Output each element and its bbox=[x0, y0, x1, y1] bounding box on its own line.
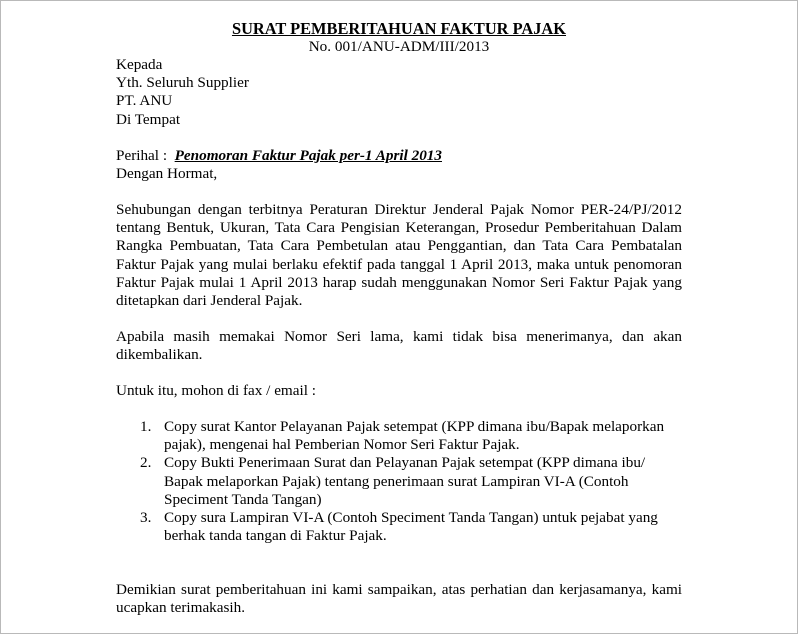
subject-line bbox=[116, 147, 442, 165]
letter-number: No. 001/ANU-ADM/III/2013 bbox=[308, 38, 490, 55]
subject-label: Perihal : bbox=[116, 147, 168, 164]
list-item bbox=[116, 509, 682, 545]
recipient-line: Di Tempat bbox=[116, 110, 181, 128]
list-text: Copy surat Kantor Pelayanan Pajak setempat (KPP dimana ibu/Bapak melaporkan pajak), mengenai hal Pemberian Nomor Seri Faktur Pajak. bbox=[164, 418, 665, 454]
letter-title: SURAT PEMBERITAHUAN FAKTUR PAJAK bbox=[231, 19, 567, 38]
subject-text: Penomoran Faktur Pajak per-1 April 2013 bbox=[174, 147, 442, 164]
list-item bbox=[116, 418, 682, 454]
list-text: Copy sura Lampiran VI-A (Contoh Speciment Tanda Tangan) untuk pejabat yang berhak tanda tangan di Faktur Pajak. bbox=[164, 509, 658, 545]
recipient-block bbox=[116, 56, 249, 129]
list-number: 1. bbox=[140, 418, 152, 435]
list-item bbox=[116, 454, 682, 509]
greeting: Dengan Hormat, bbox=[116, 165, 218, 182]
recipient-line: Kepada bbox=[116, 56, 163, 73]
recipient-line: PT. ANU bbox=[116, 92, 173, 110]
body-paragraph: Untuk itu, mohon di fax / email : bbox=[116, 382, 316, 399]
list-number: 2. bbox=[140, 454, 152, 472]
recipient-line: Yth. Seluruh Supplier bbox=[116, 74, 249, 92]
list-text: Copy Bukti Penerimaan Surat dan Pelayanan Pajak setempat (KPP dimana ibu/ Bapak melaporkan Pajak) tentang penerimaan surat Lampiran VI-A (Contoh Speciment Tanda Tangan) bbox=[164, 454, 646, 508]
list-number: 3. bbox=[140, 509, 152, 527]
body-paragraph: Sehubungan dengan terbitnya Peraturan Direktur Jenderal Pajak Nomor PER-24/PJ/2012 tentang Bentuk, Ukuran, Tata Cara Pengisian Keterangan, Prosedur Pemberitahuan Dalam Rangka Pembuatan, Tata Cara Pembetulan atau Penggantian, dan Tata Cara Pembatalan Faktur Pajak yang mulai berlaku efektif pada tanggal 1 April 2013, maka untuk penomoran Faktur Pajak mulai 1 April 2013 harap sudah menggunakan Nomor Seri Faktur Pajak yang ditetapkan dari Jenderal Pajak. bbox=[116, 201, 682, 310]
request-list bbox=[116, 418, 682, 545]
closing-paragraph: Demikian surat pemberitahuan ini kami sampaikan, atas perhatian dan kerjasamanya, kami ucapkan terimakasih. bbox=[116, 581, 682, 617]
body-paragraph: Apabila masih memakai Nomor Seri lama, kami tidak bisa menerimanya, dan akan dikembalikan. bbox=[116, 328, 682, 364]
